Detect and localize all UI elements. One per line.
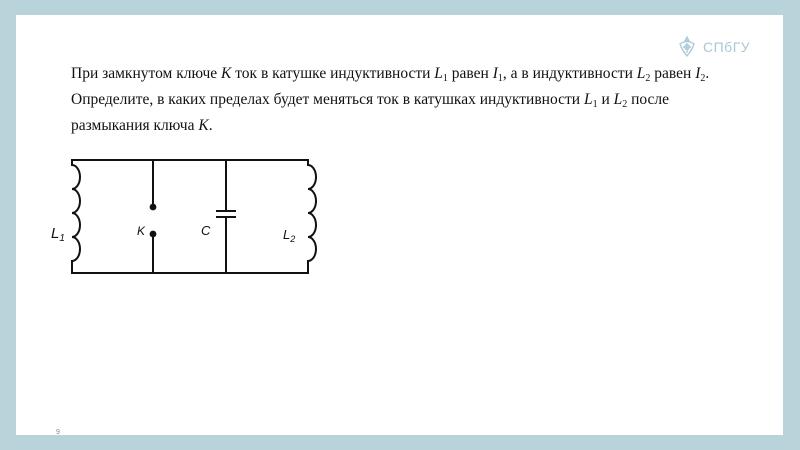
label-k: K [137,224,146,238]
label-c: C [201,223,211,238]
logo-text: СПбГУ [703,39,751,55]
spbu-emblem-icon [676,35,698,59]
switch-contact-top [150,204,157,211]
label-l1: $L_1$ [51,225,65,244]
page-number: 9 [56,429,60,436]
university-logo [676,35,750,59]
switch-contact-bottom [150,231,157,238]
problem-statement: При замкнутом ключе K ток в катушке индуктивности $L_1$ равен $I_1$, а в индуктивности $L_2$ равен $I_2$. Определите, в каких пределах будет меняться ток в катушках индуктивности $L_1$ и $L_2$ после размыкания ключа K. [71,65,710,134]
label-l2: $L_2$ [283,227,296,244]
circuit-diagram [46,155,346,285]
slide [16,15,783,435]
inductor-l2 [308,165,316,261]
inductor-l1 [72,165,80,261]
